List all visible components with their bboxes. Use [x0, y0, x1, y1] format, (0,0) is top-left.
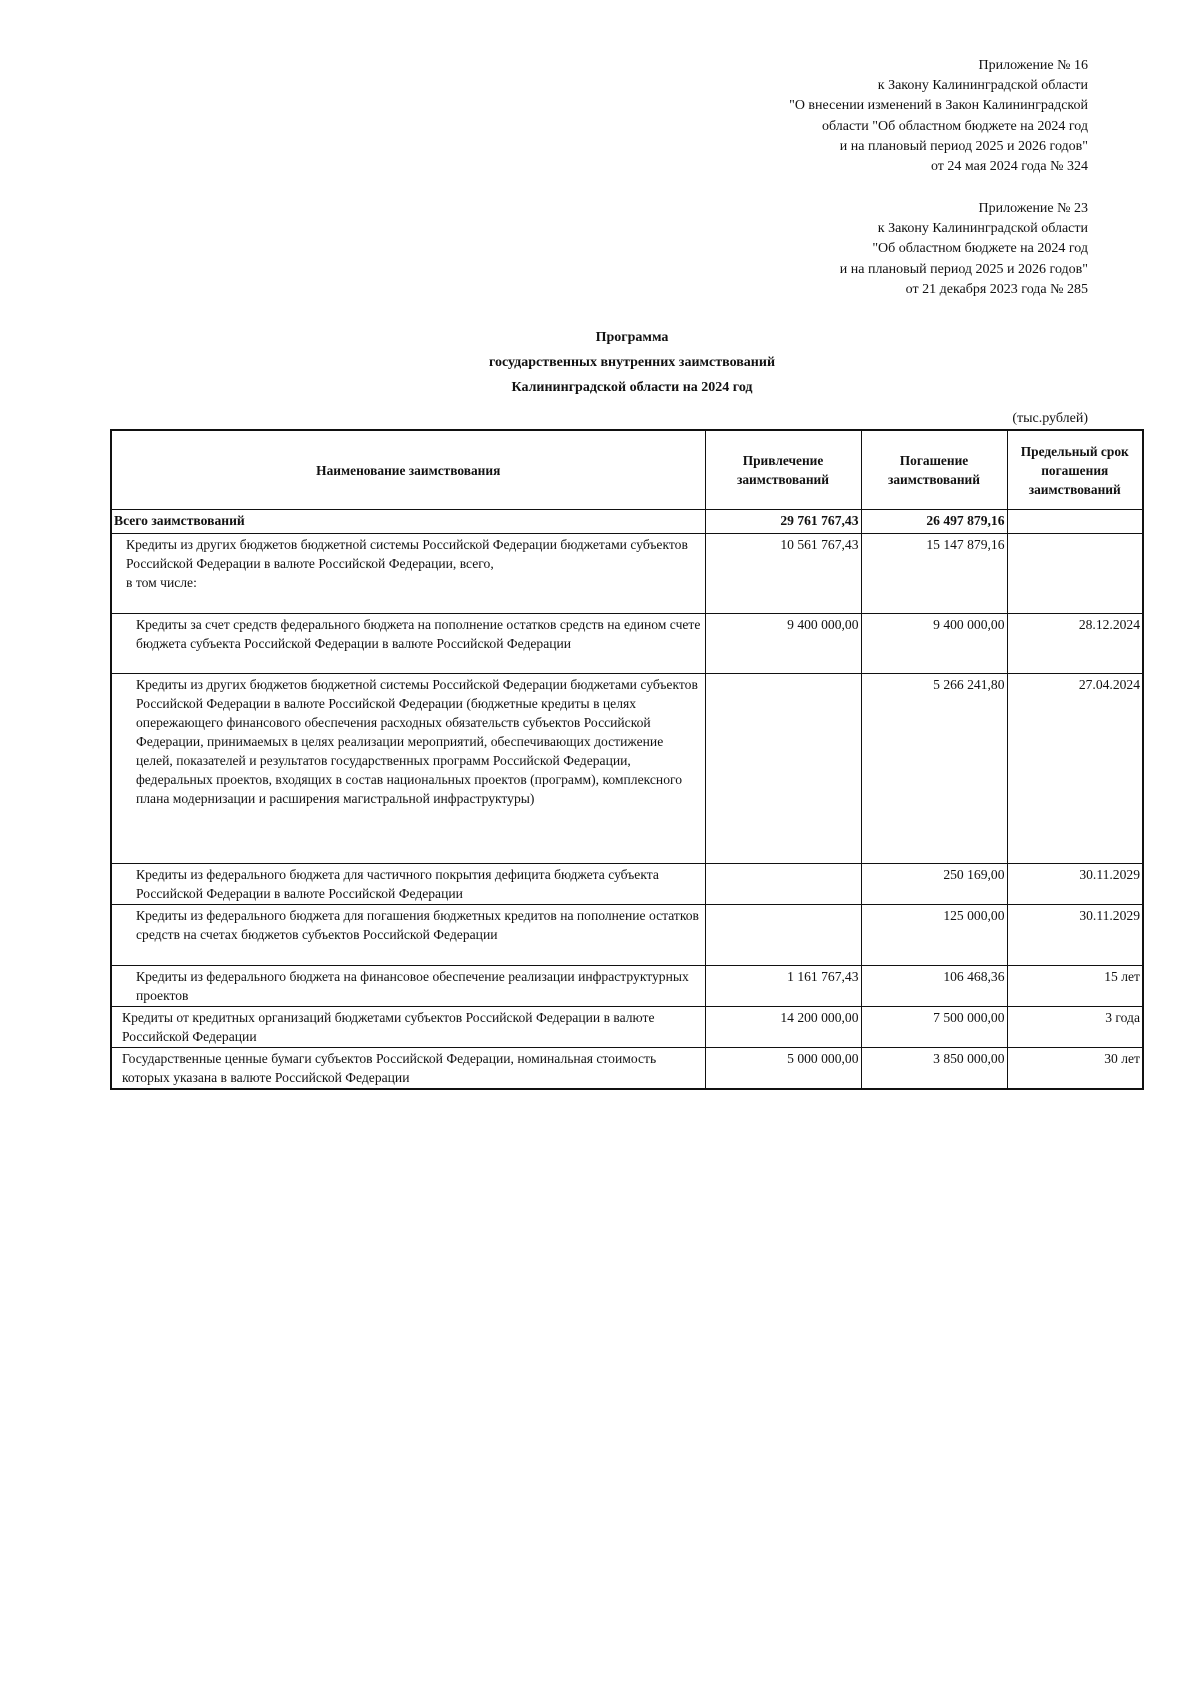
cell-repayment: 15 147 879,16	[861, 534, 1007, 614]
cell-attraction	[705, 905, 861, 966]
annex-line: к Закону Калининградской области	[877, 221, 1088, 237]
cell-term	[1007, 534, 1143, 614]
cell-name: Кредиты из федерального бюджета для частичного покрытия дефицита бюджета субъекта Российской Федерации в валюте Российской Федерации	[111, 864, 705, 905]
annex-header-current	[789, 56, 1088, 177]
cell-name	[111, 534, 705, 614]
cell-name-extra: в том числе:	[126, 575, 197, 590]
cell-name: Всего заимствований	[111, 510, 705, 534]
cell-name-text: Кредиты из других бюджетов бюджетной системы Российской Федерации бюджетами субъектов Российской Федерации в валюте Российской Федерации, всего,	[126, 537, 688, 571]
cell-repayment: 9 400 000,00	[861, 614, 1007, 674]
table-row	[111, 674, 1143, 864]
table-row	[111, 966, 1143, 1007]
cell-name: Кредиты из федерального бюджета для погашения бюджетных кредитов на пополнение остатков средств на счетах бюджетов субъектов Российской Федерации	[111, 905, 705, 966]
cell-term: 27.04.2024	[1007, 674, 1143, 864]
cell-name: Кредиты из других бюджетов бюджетной системы Российской Федерации бюджетами субъектов Российской Федерации в валюте Российской Федерации (бюджетные кредиты в целях опережающего финансового обеспечения расходных обязательств субъектов Российской Федерации, принимаемых в целях реализации мероприятий, обеспечивающих достижение целей, показателей и результатов государственных программ Российской Федерации, федеральных проектов, входящих в состав национальных проектов (программ), комплексного плана модернизации и расширения магистральной инфраструктуры)	[111, 674, 705, 864]
cell-repayment: 26 497 879,16	[861, 510, 1007, 534]
annex-line: от 21 декабря 2023 года № 285	[905, 281, 1088, 297]
header-term: Предельный срок погашения заимствований	[1007, 430, 1143, 510]
cell-attraction: 29 761 767,43	[705, 510, 861, 534]
table-row	[111, 864, 1143, 905]
annex-line: от 24 мая 2024 года № 324	[930, 159, 1088, 175]
table-row	[111, 1007, 1143, 1048]
header-attraction: Привлечение заимствований	[705, 430, 861, 510]
cell-attraction: 14 200 000,00	[705, 1007, 861, 1048]
cell-term: 28.12.2024	[1007, 614, 1143, 674]
annex-line: и на плановый период 2025 и 2026 годов"	[839, 138, 1088, 154]
table-row-total	[111, 510, 1143, 534]
cell-repayment: 106 468,36	[861, 966, 1007, 1007]
cell-term: 30.11.2029	[1007, 864, 1143, 905]
cell-repayment: 250 169,00	[861, 864, 1007, 905]
cell-repayment: 5 266 241,80	[861, 674, 1007, 864]
cell-name: Кредиты за счет средств федерального бюджета на пополнение остатков средств на едином счете бюджета субъекта Российской Федерации в валюте Российской Федерации	[111, 614, 705, 674]
cell-attraction: 9 400 000,00	[705, 614, 861, 674]
cell-attraction	[705, 674, 861, 864]
table-header-row	[111, 430, 1143, 510]
cell-attraction: 1 161 767,43	[705, 966, 861, 1007]
cell-term: 3 года	[1007, 1007, 1143, 1048]
table-row	[111, 614, 1143, 674]
annex-line: к Закону Калининградской области	[877, 78, 1088, 94]
annex-line: Приложение № 16	[978, 58, 1088, 73]
borrowing-program-table	[110, 429, 1144, 1090]
cell-attraction: 10 561 767,43	[705, 534, 861, 614]
annex-line: Приложение № 23	[978, 201, 1088, 216]
annex-line: "О внесении изменений в Закон Калининградской	[789, 98, 1088, 114]
document-title: Программа	[595, 330, 669, 345]
cell-name: Кредиты от кредитных организаций бюджетами субъектов Российской Федерации в валюте Российской Федерации	[111, 1007, 705, 1048]
annex-line: области "Об областном бюджете на 2024 год	[822, 118, 1088, 134]
cell-name: Кредиты из федерального бюджета на финансовое обеспечение реализации инфраструктурных проектов	[111, 966, 705, 1007]
units-label: (тыс.рублей)	[1012, 411, 1088, 426]
cell-repayment: 7 500 000,00	[861, 1007, 1007, 1048]
cell-attraction	[705, 864, 861, 905]
cell-term: 30 лет	[1007, 1048, 1143, 1090]
table-row	[111, 905, 1143, 966]
cell-term: 15 лет	[1007, 966, 1143, 1007]
table-row	[111, 534, 1143, 614]
cell-repayment: 125 000,00	[861, 905, 1007, 966]
table-row	[111, 1048, 1143, 1090]
annex-line: "Об областном бюджете на 2024 год	[872, 241, 1088, 257]
cell-attraction: 5 000 000,00	[705, 1048, 861, 1090]
header-repayment: Погашение заимствований	[861, 430, 1007, 510]
cell-term: 30.11.2029	[1007, 905, 1143, 966]
annex-line: и на плановый период 2025 и 2026 годов"	[839, 261, 1088, 277]
annex-header-original	[840, 199, 1088, 300]
document-subtitle: государственных внутренних заимствований	[488, 355, 776, 370]
document-subtitle-region: Калининградской области на 2024 год	[511, 380, 753, 395]
cell-repayment: 3 850 000,00	[861, 1048, 1007, 1090]
cell-name: Государственные ценные бумаги субъектов Российской Федерации, номинальная стоимость которых указана в валюте Российской Федерации	[111, 1048, 705, 1090]
cell-term	[1007, 510, 1143, 534]
header-name: Наименование заимствования	[111, 430, 705, 510]
